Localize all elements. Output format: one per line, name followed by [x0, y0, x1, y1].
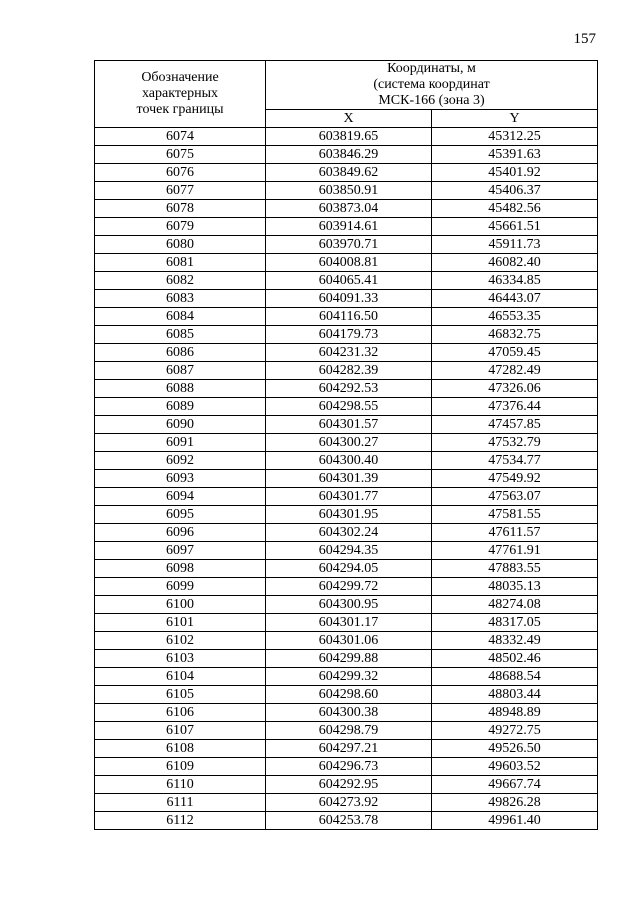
header-coordinates-line: МСК-166 (зона 3): [378, 93, 485, 108]
table-row: [95, 668, 598, 686]
table-row: [95, 236, 598, 254]
y-coordinate-cell: 49526.50: [432, 740, 598, 758]
point-id-cell: 6077: [95, 182, 266, 200]
table-row: [95, 794, 598, 812]
x-coordinate-cell: 604301.17: [266, 614, 432, 632]
y-coordinate-cell: 46082.40: [432, 254, 598, 272]
table-row: [95, 578, 598, 596]
point-id-cell: 6076: [95, 164, 266, 182]
header-points-line: точек границы: [136, 102, 224, 117]
x-coordinate-cell: 604300.95: [266, 596, 432, 614]
x-coordinate-cell: 604298.60: [266, 686, 432, 704]
x-coordinate-cell: 604294.35: [266, 542, 432, 560]
y-coordinate-cell: 45482.56: [432, 200, 598, 218]
header-points: [95, 61, 266, 128]
point-id-cell: 6084: [95, 308, 266, 326]
y-coordinate-cell: 47532.79: [432, 434, 598, 452]
x-coordinate-cell: 603846.29: [266, 146, 432, 164]
x-coordinate-cell: 604282.39: [266, 362, 432, 380]
table-row: [95, 686, 598, 704]
table-row: [95, 776, 598, 794]
table-row: [95, 218, 598, 236]
x-coordinate-cell: 604116.50: [266, 308, 432, 326]
y-coordinate-cell: 47376.44: [432, 398, 598, 416]
x-coordinate-cell: 604300.27: [266, 434, 432, 452]
table-row: [95, 308, 598, 326]
table-row: [95, 344, 598, 362]
x-coordinate-cell: 604300.40: [266, 452, 432, 470]
point-id-cell: 6081: [95, 254, 266, 272]
table-row: [95, 470, 598, 488]
point-id-cell: 6075: [95, 146, 266, 164]
point-id-cell: 6092: [95, 452, 266, 470]
x-coordinate-cell: 604299.72: [266, 578, 432, 596]
y-coordinate-cell: 49272.75: [432, 722, 598, 740]
table-body: [95, 128, 598, 830]
table-row: [95, 722, 598, 740]
point-id-cell: 6079: [95, 218, 266, 236]
point-id-cell: 6086: [95, 344, 266, 362]
table-row: [95, 758, 598, 776]
x-coordinate-cell: 604231.32: [266, 344, 432, 362]
y-coordinate-cell: 49667.74: [432, 776, 598, 794]
x-coordinate-cell: 604065.41: [266, 272, 432, 290]
table-row: [95, 560, 598, 578]
y-coordinate-cell: 47282.49: [432, 362, 598, 380]
point-id-cell: 6111: [95, 794, 266, 812]
y-coordinate-cell: 49826.28: [432, 794, 598, 812]
y-coordinate-cell: 48502.46: [432, 650, 598, 668]
y-coordinate-cell: 47581.55: [432, 506, 598, 524]
table-row: [95, 632, 598, 650]
y-coordinate-cell: 47326.06: [432, 380, 598, 398]
table-row: [95, 524, 598, 542]
point-id-cell: 6094: [95, 488, 266, 506]
y-coordinate-cell: 47611.57: [432, 524, 598, 542]
point-id-cell: 6083: [95, 290, 266, 308]
x-coordinate-cell: 603873.04: [266, 200, 432, 218]
table-row: [95, 614, 598, 632]
point-id-cell: 6110: [95, 776, 266, 794]
y-coordinate-cell: 48332.49: [432, 632, 598, 650]
x-coordinate-cell: 604296.73: [266, 758, 432, 776]
point-id-cell: 6099: [95, 578, 266, 596]
point-id-cell: 6101: [95, 614, 266, 632]
x-coordinate-cell: 604301.39: [266, 470, 432, 488]
y-coordinate-cell: 47457.85: [432, 416, 598, 434]
x-coordinate-cell: 604292.53: [266, 380, 432, 398]
y-coordinate-cell: 46553.35: [432, 308, 598, 326]
table-row: [95, 650, 598, 668]
table-row: [95, 398, 598, 416]
table-row: [95, 452, 598, 470]
x-coordinate-cell: 604302.24: [266, 524, 432, 542]
point-id-cell: 6109: [95, 758, 266, 776]
point-id-cell: 6074: [95, 128, 266, 146]
y-coordinate-cell: 46334.85: [432, 272, 598, 290]
x-coordinate-cell: 604300.38: [266, 704, 432, 722]
y-coordinate-cell: 49603.52: [432, 758, 598, 776]
table-row: [95, 146, 598, 164]
x-coordinate-cell: 604301.77: [266, 488, 432, 506]
coordinates-table: [94, 60, 598, 830]
point-id-cell: 6087: [95, 362, 266, 380]
table-row: [95, 326, 598, 344]
y-coordinate-cell: 48948.89: [432, 704, 598, 722]
point-id-cell: 6097: [95, 542, 266, 560]
point-id-cell: 6088: [95, 380, 266, 398]
x-coordinate-cell: 604292.95: [266, 776, 432, 794]
x-coordinate-cell: 604298.55: [266, 398, 432, 416]
y-coordinate-cell: 45391.63: [432, 146, 598, 164]
table-row: [95, 812, 598, 830]
y-coordinate-cell: 45661.51: [432, 218, 598, 236]
point-id-cell: 6091: [95, 434, 266, 452]
table-row: [95, 380, 598, 398]
table-row: [95, 596, 598, 614]
x-coordinate-cell: 604301.06: [266, 632, 432, 650]
x-coordinate-cell: 604298.79: [266, 722, 432, 740]
table-row: [95, 128, 598, 146]
point-id-cell: 6090: [95, 416, 266, 434]
y-coordinate-cell: 45312.25: [432, 128, 598, 146]
y-coordinate-cell: 47549.92: [432, 470, 598, 488]
y-coordinate-cell: 48803.44: [432, 686, 598, 704]
point-id-cell: 6105: [95, 686, 266, 704]
table-row: [95, 182, 598, 200]
table-row: [95, 488, 598, 506]
x-coordinate-cell: 603849.62: [266, 164, 432, 182]
x-coordinate-cell: 604301.95: [266, 506, 432, 524]
point-id-cell: 6103: [95, 650, 266, 668]
table-row: [95, 416, 598, 434]
header-coordinates: [266, 61, 598, 110]
y-coordinate-cell: 47534.77: [432, 452, 598, 470]
y-coordinate-cell: 46832.75: [432, 326, 598, 344]
x-coordinate-cell: 603819.65: [266, 128, 432, 146]
x-coordinate-cell: 604253.78: [266, 812, 432, 830]
table-row: [95, 164, 598, 182]
y-coordinate-cell: 48317.05: [432, 614, 598, 632]
point-id-cell: 6112: [95, 812, 266, 830]
x-coordinate-cell: 604299.32: [266, 668, 432, 686]
x-coordinate-cell: 604297.21: [266, 740, 432, 758]
x-coordinate-cell: 604179.73: [266, 326, 432, 344]
x-coordinate-cell: 604008.81: [266, 254, 432, 272]
header-points-line: характерных: [141, 86, 219, 101]
point-id-cell: 6080: [95, 236, 266, 254]
y-coordinate-cell: 47761.91: [432, 542, 598, 560]
y-coordinate-cell: 49961.40: [432, 812, 598, 830]
y-coordinate-cell: 45406.37: [432, 182, 598, 200]
table-row: [95, 272, 598, 290]
y-coordinate-cell: 45911.73: [432, 236, 598, 254]
point-id-cell: 6096: [95, 524, 266, 542]
y-coordinate-cell: 46443.07: [432, 290, 598, 308]
x-coordinate-cell: 603970.71: [266, 236, 432, 254]
point-id-cell: 6108: [95, 740, 266, 758]
point-id-cell: 6100: [95, 596, 266, 614]
y-coordinate-cell: 45401.92: [432, 164, 598, 182]
header-x: X: [266, 110, 432, 128]
x-coordinate-cell: 603914.61: [266, 218, 432, 236]
point-id-cell: 6085: [95, 326, 266, 344]
table-header: [95, 61, 598, 128]
point-id-cell: 6095: [95, 506, 266, 524]
table-row: [95, 506, 598, 524]
table-row: [95, 542, 598, 560]
table-row: [95, 200, 598, 218]
y-coordinate-cell: 48035.13: [432, 578, 598, 596]
y-coordinate-cell: 47563.07: [432, 488, 598, 506]
point-id-cell: 6106: [95, 704, 266, 722]
table-row: [95, 254, 598, 272]
x-coordinate-cell: 604301.57: [266, 416, 432, 434]
x-coordinate-cell: 603850.91: [266, 182, 432, 200]
table-row: [95, 434, 598, 452]
point-id-cell: 6089: [95, 398, 266, 416]
y-coordinate-cell: 47883.55: [432, 560, 598, 578]
header-coordinates-line: (система координат: [373, 77, 490, 92]
header-row-top: [95, 61, 598, 110]
point-id-cell: 6082: [95, 272, 266, 290]
point-id-cell: 6098: [95, 560, 266, 578]
y-coordinate-cell: 48688.54: [432, 668, 598, 686]
page-number: 157: [573, 31, 596, 47]
header-coordinates-line: Координаты, м: [387, 61, 476, 76]
table-row: [95, 290, 598, 308]
header-points-line: Обозначение: [141, 70, 219, 85]
table-row: [95, 740, 598, 758]
x-coordinate-cell: 604299.88: [266, 650, 432, 668]
point-id-cell: 6104: [95, 668, 266, 686]
point-id-cell: 6107: [95, 722, 266, 740]
x-coordinate-cell: 604273.92: [266, 794, 432, 812]
table-row: [95, 704, 598, 722]
point-id-cell: 6093: [95, 470, 266, 488]
x-coordinate-cell: 604294.05: [266, 560, 432, 578]
y-coordinate-cell: 47059.45: [432, 344, 598, 362]
header-y: Y: [432, 110, 598, 128]
table-row: [95, 362, 598, 380]
y-coordinate-cell: 48274.08: [432, 596, 598, 614]
point-id-cell: 6078: [95, 200, 266, 218]
x-coordinate-cell: 604091.33: [266, 290, 432, 308]
point-id-cell: 6102: [95, 632, 266, 650]
